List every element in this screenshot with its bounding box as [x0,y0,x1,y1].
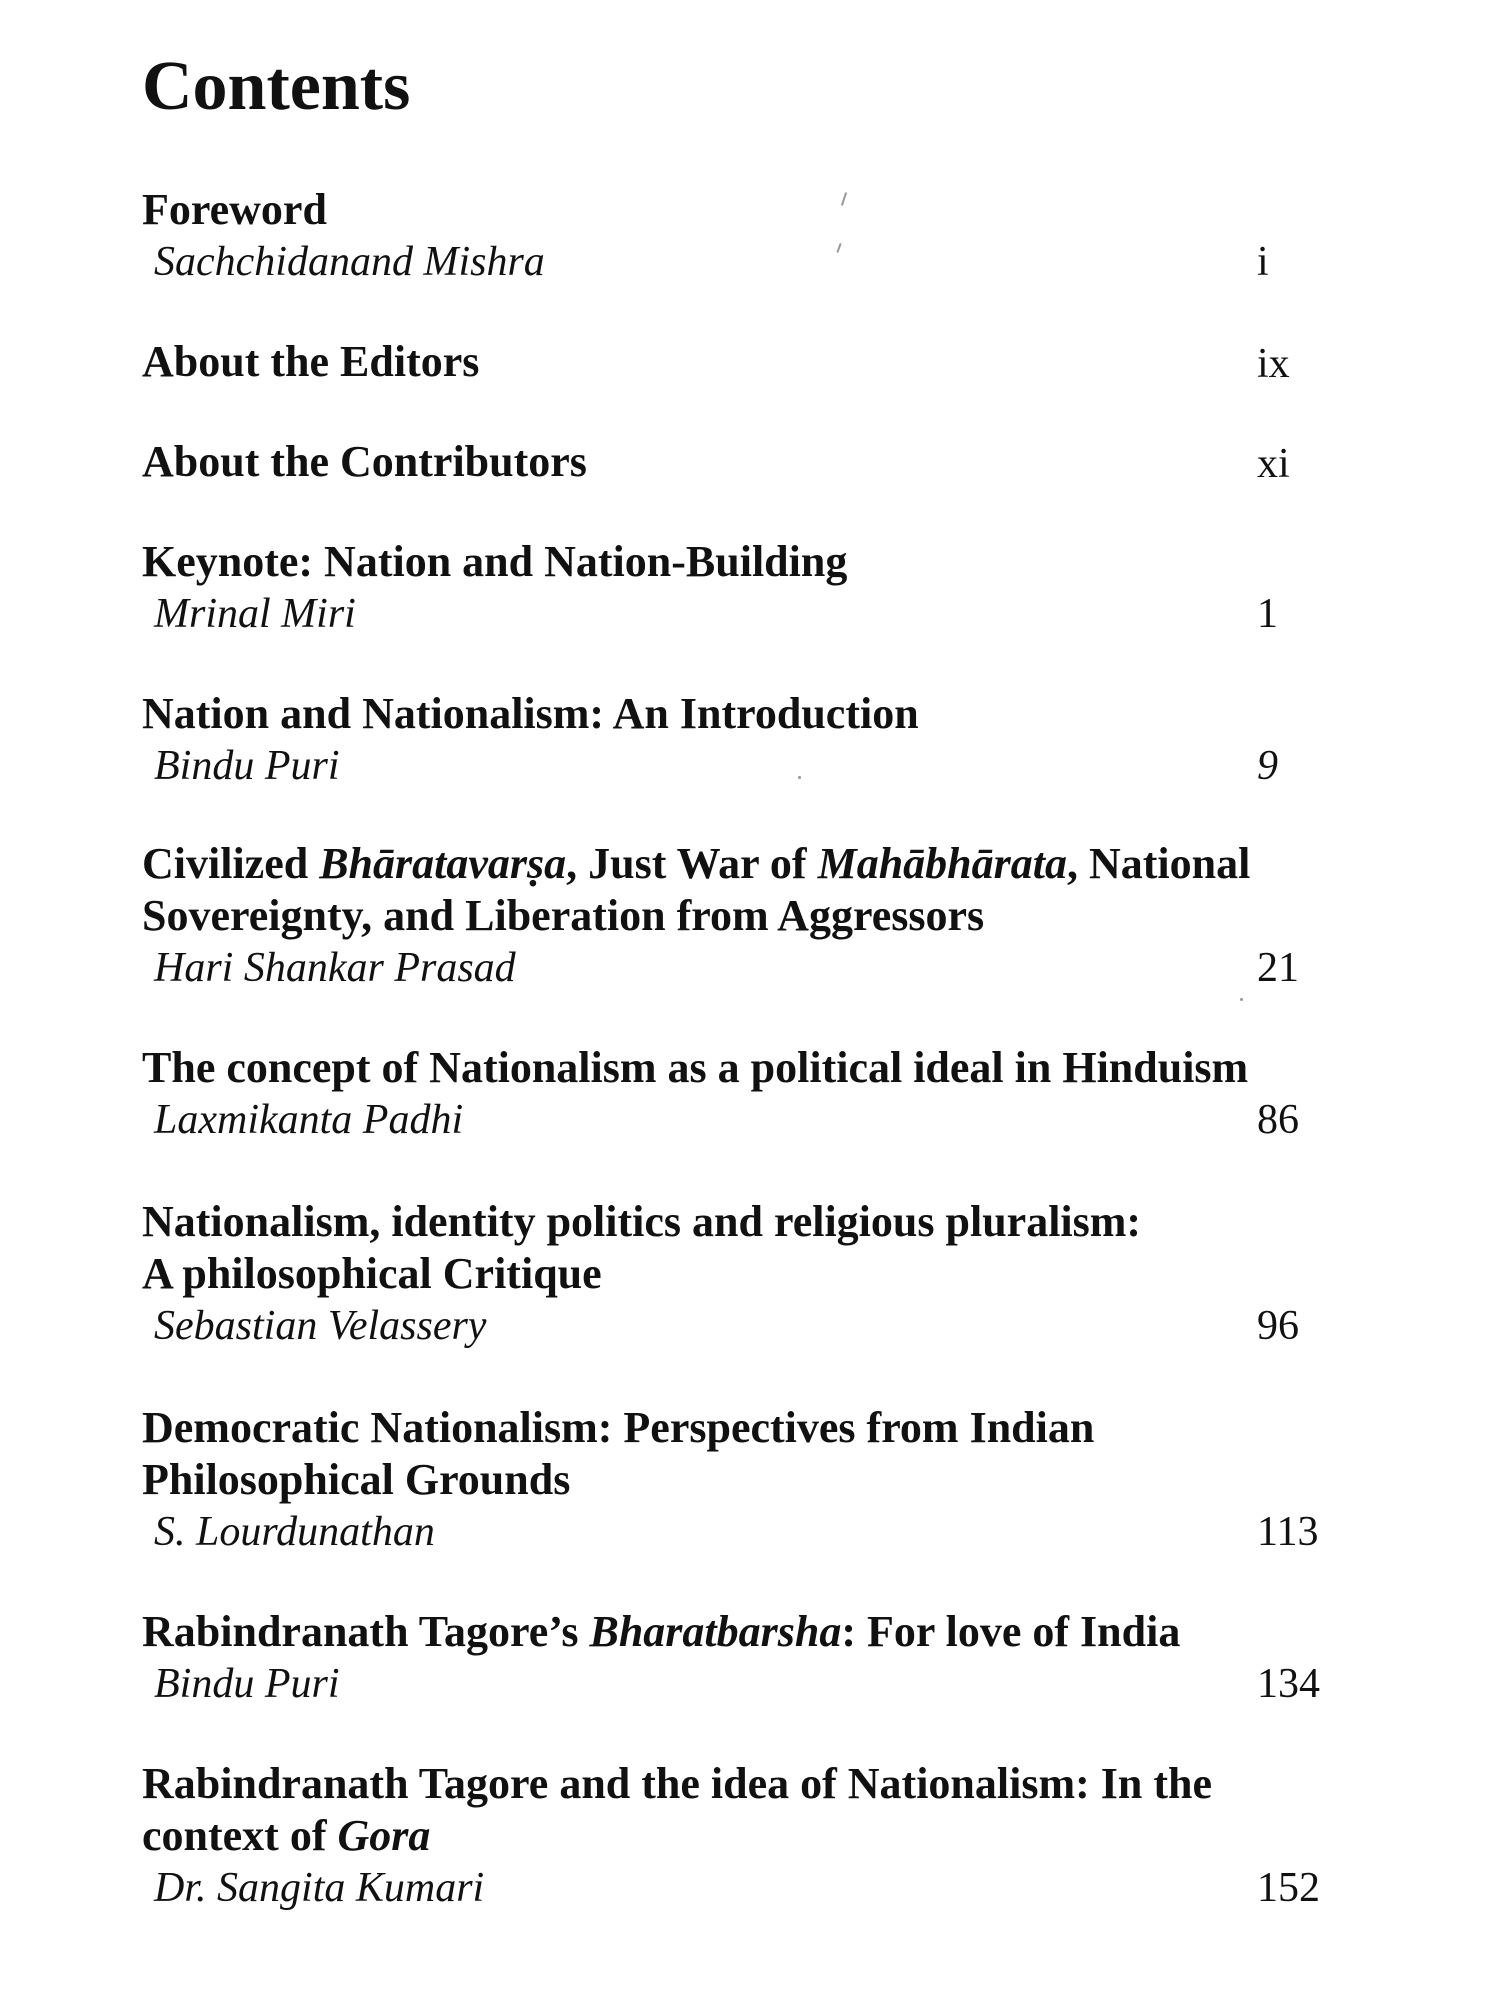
toc-entry-keynote[interactable] [142,536,1492,640]
entry-page-number: 21 [1257,945,1299,991]
entry-title: Democratic Nationalism: Perspectives from Indian [142,1403,1095,1452]
entry-page-number: 152 [1257,1865,1320,1911]
entry-title-line2: Philosophical Grounds [142,1455,571,1504]
entry-title: Nation and Nationalism: An Introduction [142,689,919,738]
entry-author: Bindu Puri [154,743,340,789]
entry-title: The concept of Nationalism as a political ideal in Hinduism [142,1043,1249,1092]
entry-page-number: 9 [1257,743,1278,789]
entry-page-number: 134 [1257,1661,1320,1707]
entry-title [142,1606,1492,1658]
title-part-italic: Bhāratavarṣa [319,839,567,888]
page-title: Contents [142,48,411,125]
entry-page-number: 96 [1257,1303,1299,1349]
entry-author: Bindu Puri [154,1661,340,1707]
entry-author: Hari Shankar Prasad [154,945,516,991]
toc-entry-foreword[interactable] [142,184,1492,288]
entry-author: Dr. Sangita Kumari [154,1865,485,1911]
title-part: context of [142,1811,338,1860]
entry-page-number: 86 [1257,1097,1299,1143]
entry-author: Mrinal Miri [154,591,356,637]
toc-entry-about-contributors[interactable] [142,436,1492,488]
entry-title: Nationalism, identity politics and religious pluralism: [142,1197,1142,1246]
title-part: Civilized [142,839,320,888]
toc-entry-introduction[interactable] [142,688,1492,792]
title-part: , Just War of [566,839,818,888]
title-part-italic: Bharatbarsha [589,1607,842,1656]
entry-title-line2: A philosophical Critique [142,1249,602,1298]
entry-title: Rabindranath Tagore and the idea of Nationalism: In the [142,1759,1213,1808]
entry-author: Sachchidanand Mishra [154,239,545,285]
toc-entry-about-editors[interactable] [142,336,1492,388]
title-part-italic: Gora [337,1811,431,1860]
entry-author: Laxmikanta Padhi [154,1097,464,1143]
toc-entry-democratic-nationalism[interactable] [142,1402,1492,1558]
entry-title: Foreword [142,185,327,234]
entry-page-number: 1 [1257,591,1278,637]
scan-speck [1240,998,1243,1001]
title-part: , National [1067,839,1251,888]
scan-speck [798,776,801,779]
toc-entry-concept-nationalism[interactable] [142,1042,1492,1146]
entry-page-number: 113 [1257,1509,1319,1555]
entry-page-number: xi [1257,441,1290,487]
title-part-italic: Mahābhārata [817,839,1067,888]
toc-entry-tagore-bharatbarsha[interactable] [142,1606,1492,1710]
entry-page-number: ix [1257,341,1290,387]
entry-author: S. Lourdunathan [154,1509,435,1555]
title-part: : For love of India [841,1607,1181,1656]
title-part: Rabindranath Tagore’s [142,1607,590,1656]
entry-title: Keynote: Nation and Nation-Building [142,537,848,586]
entry-author: Sebastian Velassery [154,1303,487,1349]
toc-entry-civilized-bharatavarsa[interactable] [142,838,1492,994]
entry-title: About the Contributors [142,437,587,486]
entry-title-line2: Sovereignty, and Liberation from Aggressors [142,891,985,940]
toc-entry-identity-politics[interactable] [142,1196,1492,1352]
entry-title: About the Editors [142,337,480,386]
entry-title [142,838,1492,890]
toc-entry-tagore-gora[interactable] [142,1758,1492,1914]
entry-page-number: i [1257,239,1269,285]
entry-title-line2 [142,1810,1492,1862]
